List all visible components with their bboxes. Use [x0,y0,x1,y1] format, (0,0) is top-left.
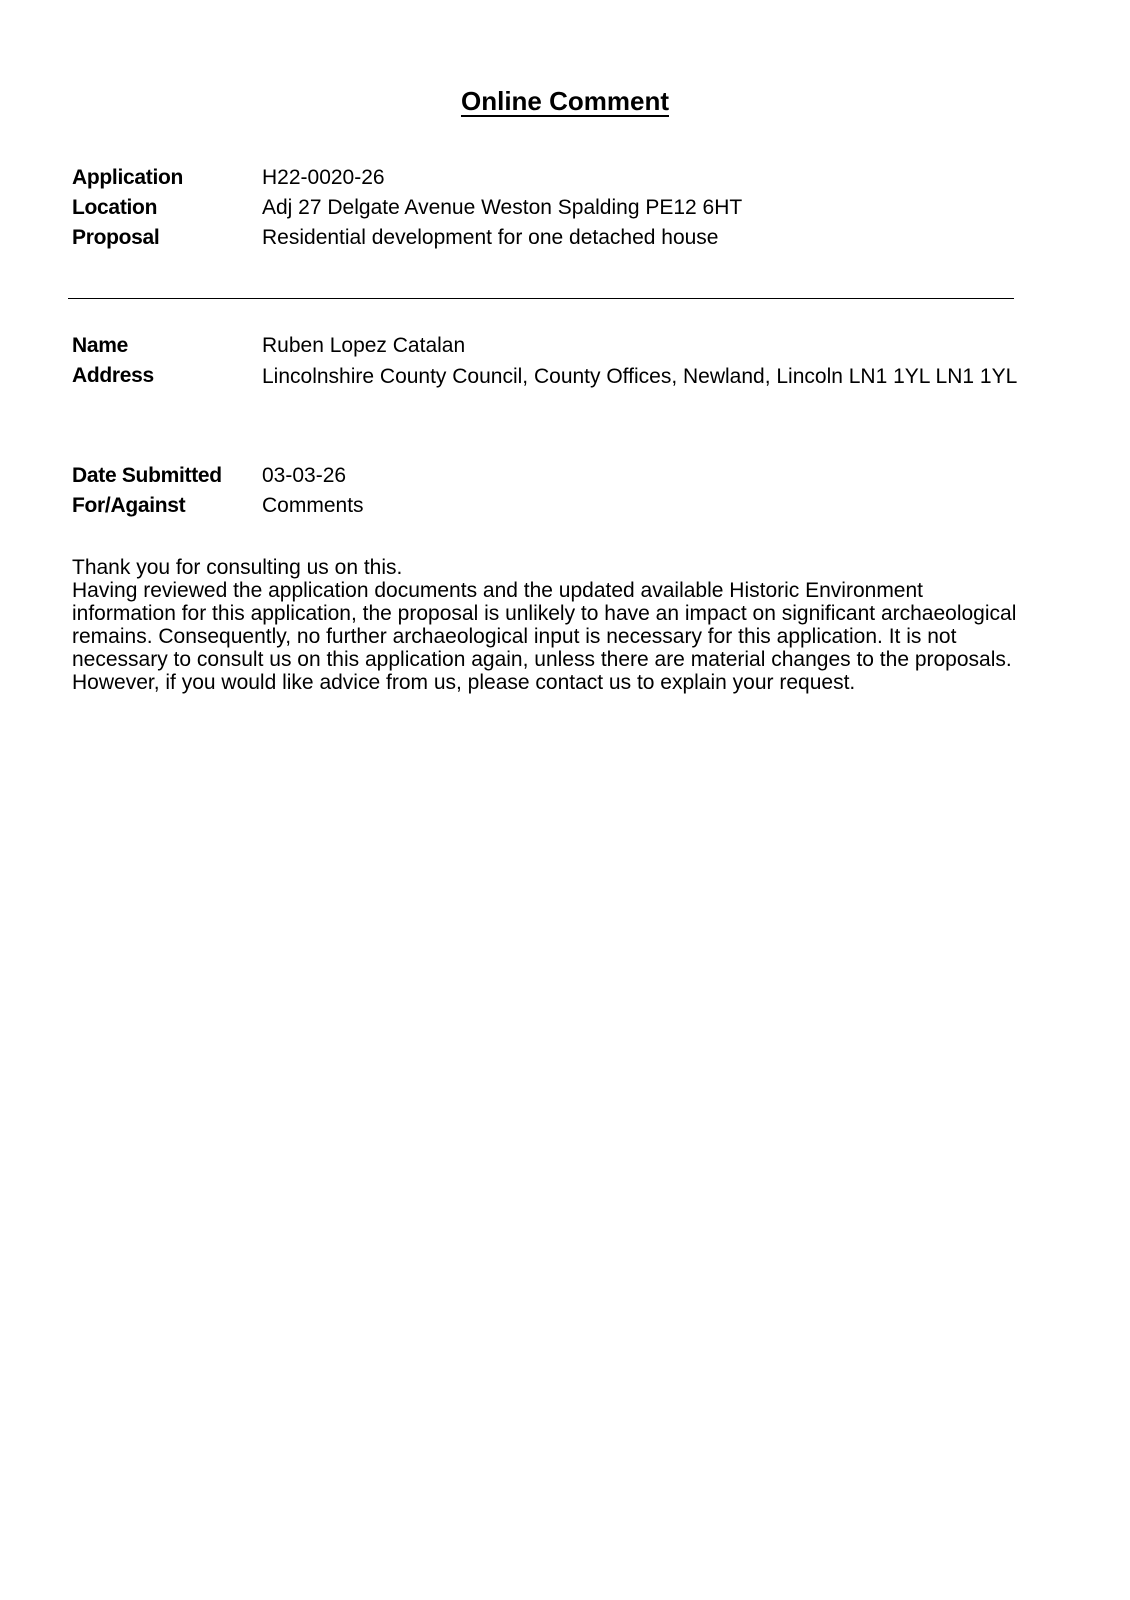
field-row-application [72,163,1022,193]
field-value: Comments [262,494,364,517]
field-value: H22-0020-26 [262,166,385,189]
field-row-address [72,361,1022,391]
field-label: Address [72,364,154,387]
field-value: Ruben Lopez Catalan [262,334,466,357]
field-row-name [72,331,1022,361]
comment-intro: Thank you for consulting us on this. [72,556,403,579]
application-details [72,163,1022,253]
page-title [0,86,1130,116]
field-row-proposal [72,223,1022,253]
field-value: Lincolnshire County Council, County Offices, Newland, Lincoln LN1 1YL LN1 1YL [262,365,1018,388]
field-label: For/Against [72,494,186,517]
field-label: Application [72,166,184,189]
section-divider [68,298,1014,299]
field-value: Adj 27 Delgate Avenue Weston Spalding PE12 6HT [262,196,743,219]
field-value: 03-03-26 [262,464,347,487]
contact-details [72,331,1022,391]
field-label: Proposal [72,226,160,249]
submission-details [72,461,1022,521]
field-label: Date Submitted [72,464,222,487]
field-row-for-against [72,491,1022,521]
field-label: Name [72,334,128,357]
field-label: Location [72,196,158,219]
field-row-date-submitted [72,461,1022,491]
comment-text [72,556,1022,694]
title-text: Online Comment [460,86,669,116]
comment-body: Having reviewed the application documents and the updated available Historic Environment information for this application, the proposal is unlikely to have an impact on significant archaeological remains. Consequently, no further archaeological input is necessary for this application. It is not necessary to consult us on this application again, unless there are material changes to the proposals. However, if you would like advice from us, please contact us to explain your request. [72,579,1017,694]
field-row-location [72,193,1022,223]
field-value: Residential development for one detached house [262,226,719,249]
